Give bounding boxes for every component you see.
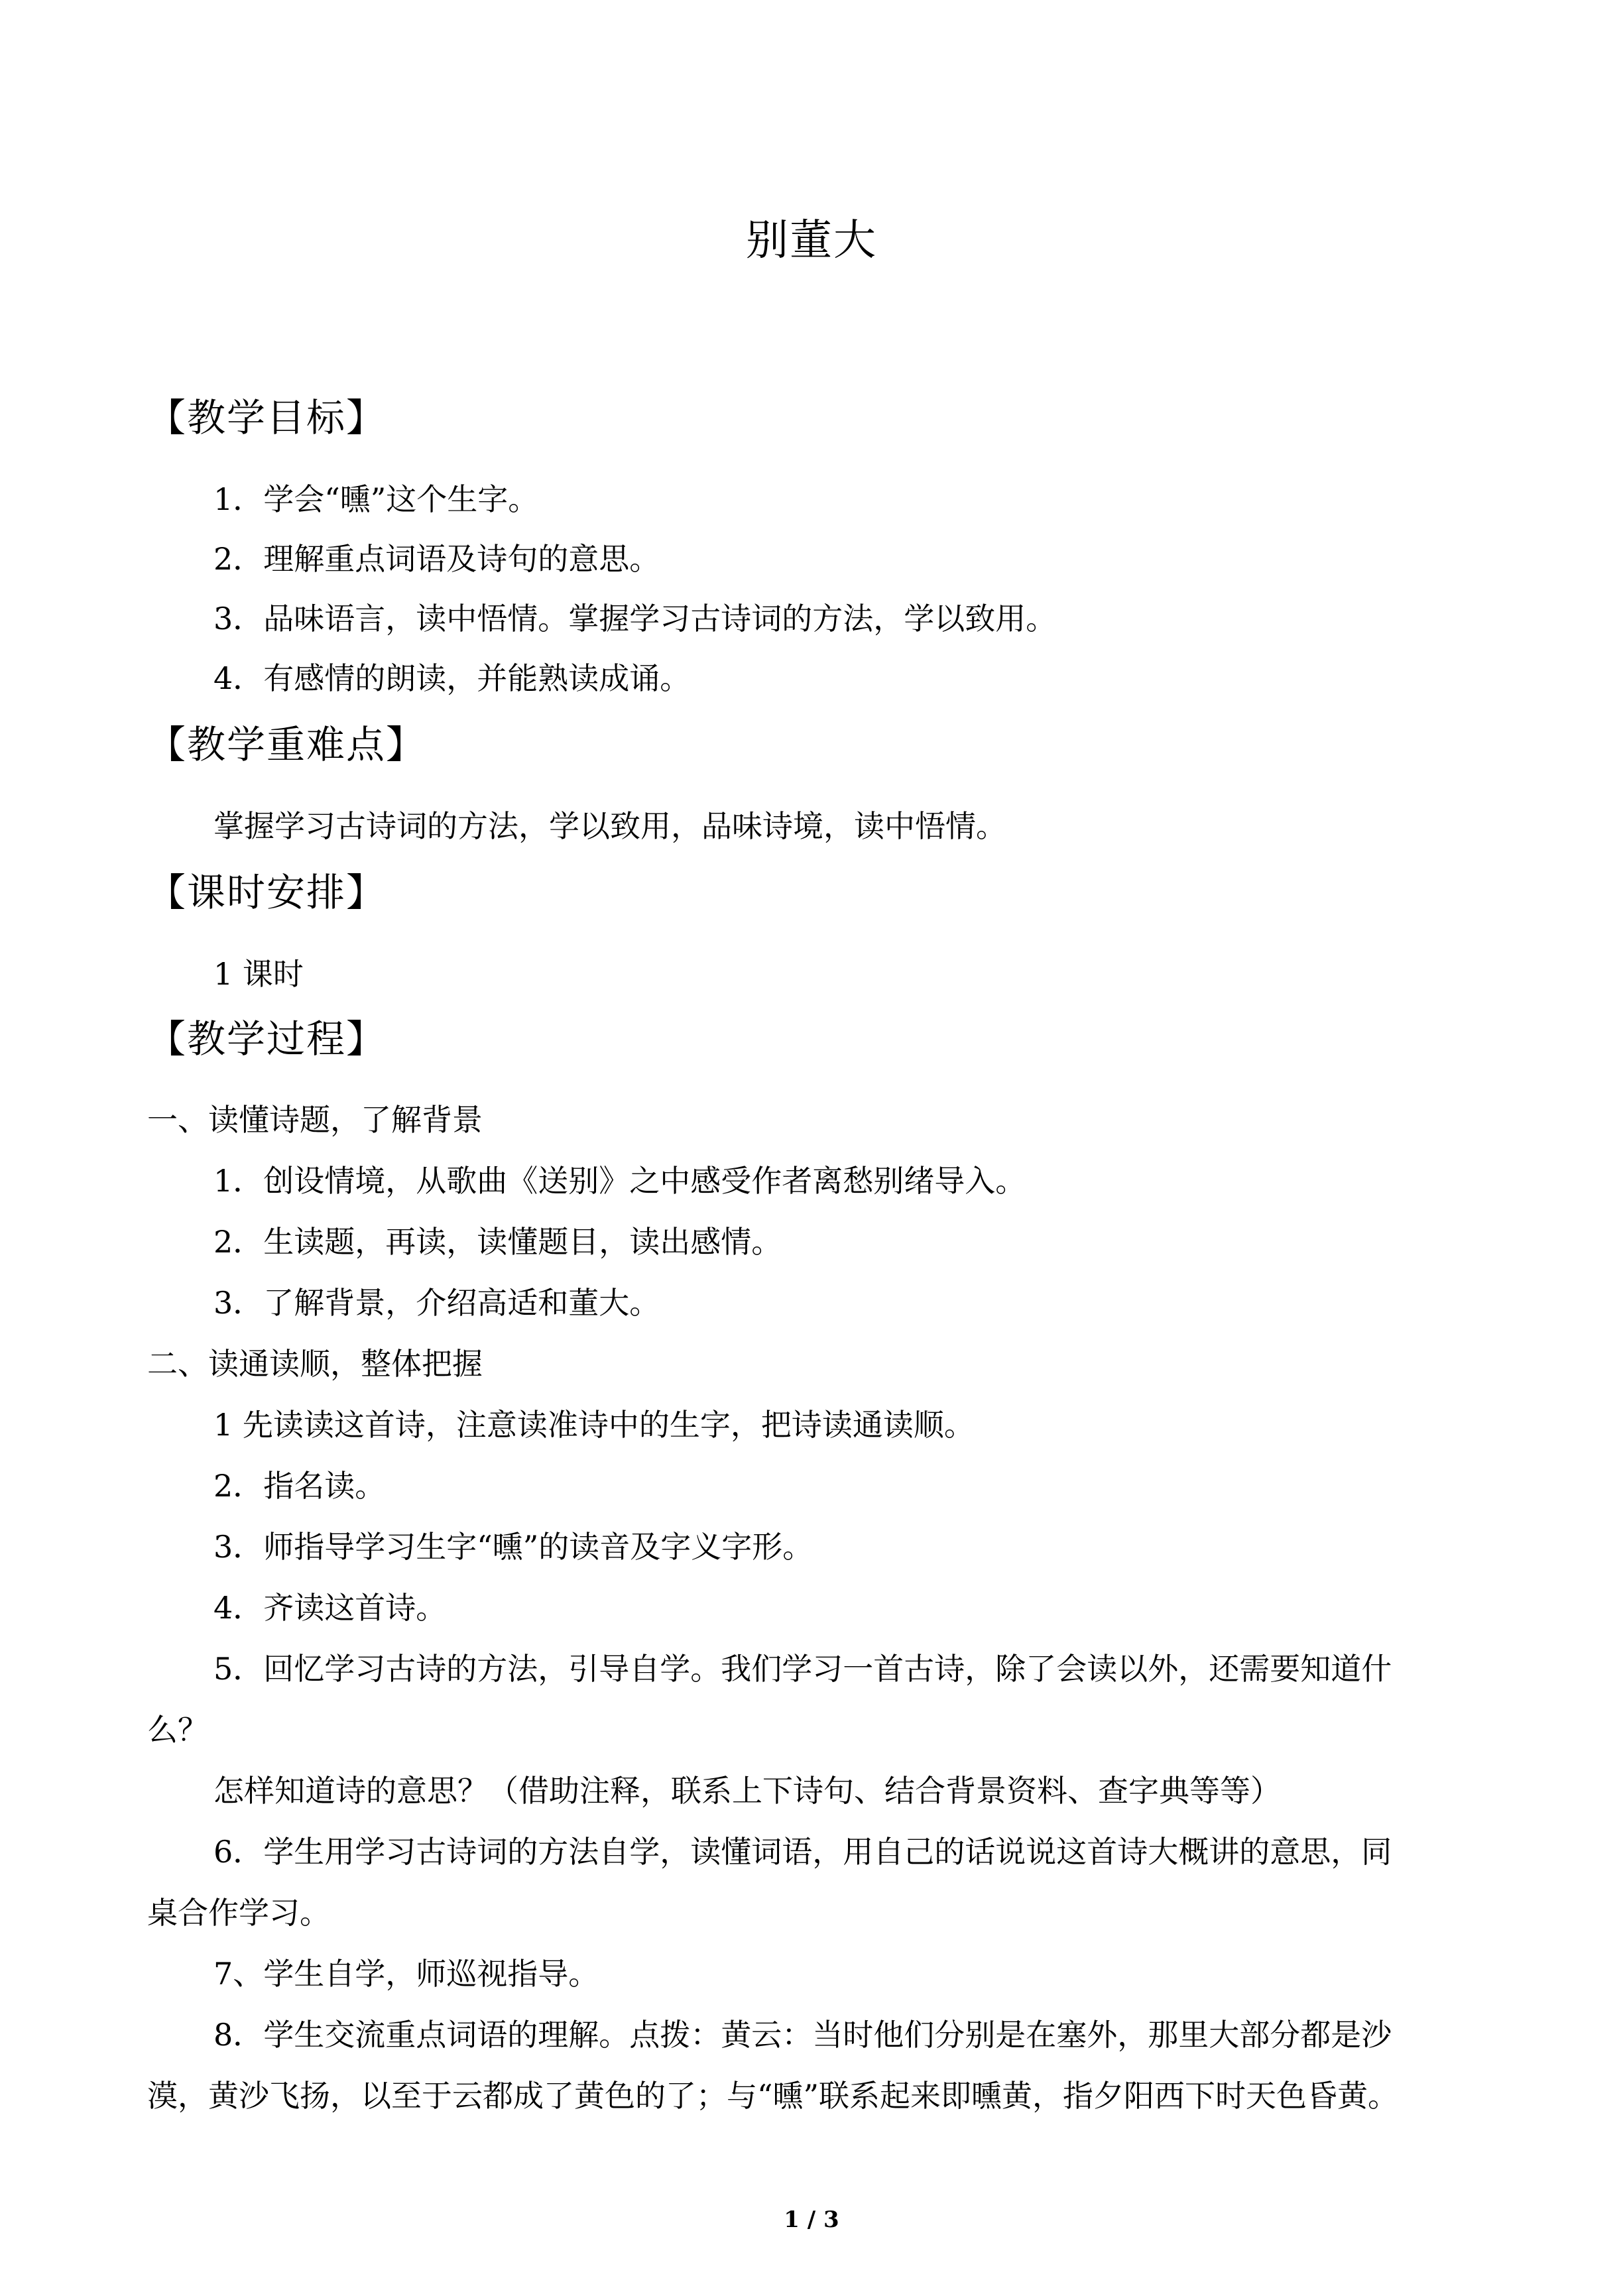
part2-note: 怎样知道诗的意思？（借助注释，联系上下诗句、结合背景资料、查字典等等） <box>213 1773 1281 1809</box>
part2-item-4: 4．齐读这首诗。 <box>213 1590 447 1626</box>
goal-item-3: 3．品味语言，读中悟情。掌握学习古诗词的方法，学以致用。 <box>213 601 1057 636</box>
part2-item-6-cont: 桌合作学习。 <box>147 1895 330 1931</box>
schedule-text: 1 课时 <box>213 956 304 992</box>
part2-item-8: 8．学生交流重点词语的理解。点拨：黄云：当时他们分别是在塞外，那里大部分都是沙 <box>213 2017 1392 2053</box>
part2-item-7: 7、学生自学，师巡视指导。 <box>213 1956 599 1992</box>
goal-item-1: 1．学会“曛”这个生字。 <box>213 481 539 517</box>
part1-item-2: 2．生读题，再读，读懂题目，读出感情。 <box>213 1224 782 1260</box>
part2-item-5-cont: 么？ <box>147 1712 208 1748</box>
page-title: 别董大 <box>746 216 877 265</box>
heading-teaching-goals: 【教学目标】 <box>147 395 387 440</box>
heading-key-points: 【教学重难点】 <box>147 722 426 767</box>
heading-schedule: 【课时安排】 <box>147 870 387 915</box>
part2-item-6: 6．学生用学习古诗词的方法自学，读懂词语，用自己的话说说这首诗大概讲的意思，同 <box>213 1834 1392 1870</box>
part2-item-3: 3．师指导学习生字“曛”的读音及字义字形。 <box>213 1529 813 1565</box>
part2-item-1: 1 先读读这首诗，注意读准诗中的生字，把诗读通读顺。 <box>213 1407 975 1443</box>
page-number: 1 / 3 <box>784 2206 839 2233</box>
part1-item-3: 3．了解背景，介绍高适和董大。 <box>213 1285 660 1321</box>
process-part-2-title: 二、读通读顺，整体把握 <box>147 1346 483 1382</box>
goal-item-2: 2．理解重点词语及诗句的意思。 <box>213 541 660 577</box>
part2-item-8-cont: 漠，黄沙飞扬，以至于云都成了黄色的了；与“曛”联系起来即曛黄，指夕阳西下时天色昏黄。 <box>147 2078 1399 2114</box>
part2-item-2: 2．指名读。 <box>213 1468 386 1504</box>
process-part-1-title: 一、读懂诗题，了解背景 <box>147 1102 483 1138</box>
key-points-text: 掌握学习古诗词的方法，学以致用，品味诗境，读中悟情。 <box>213 808 1006 844</box>
part1-item-1: 1．创设情境，从歌曲《送别》之中感受作者离愁别绪导入。 <box>213 1163 1026 1199</box>
part2-item-5: 5．回忆学习古诗的方法，引导自学。我们学习一首古诗，除了会读以外，还需要知道什 <box>213 1651 1392 1687</box>
heading-teaching-process: 【教学过程】 <box>147 1016 387 1061</box>
goal-item-4: 4．有感情的朗读，并能熟读成诵。 <box>213 660 691 696</box>
